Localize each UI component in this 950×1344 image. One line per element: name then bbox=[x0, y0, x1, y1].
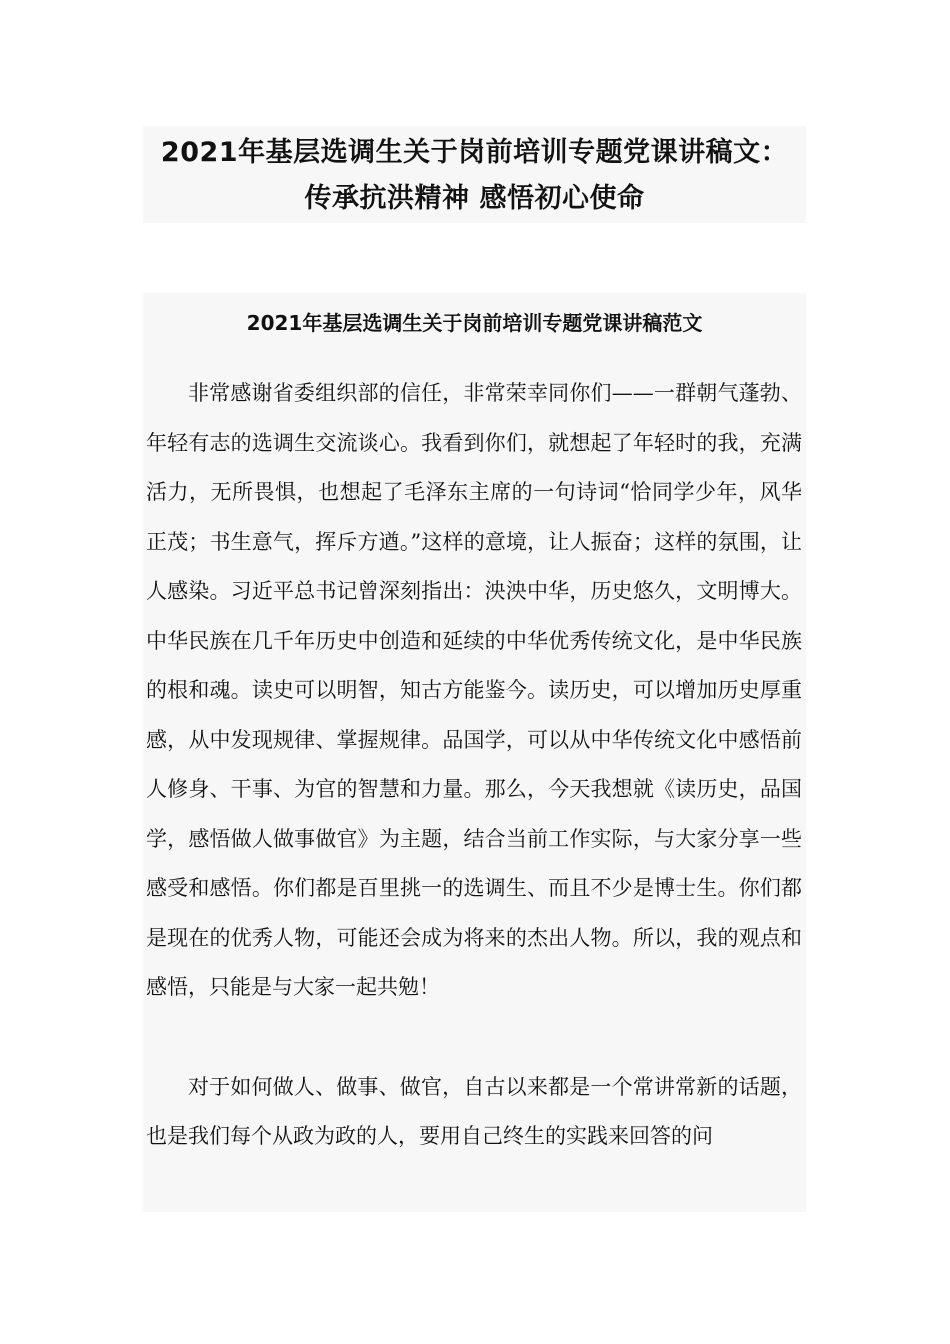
content-block bbox=[143, 293, 806, 1212]
document-title-line-1: 2021年基层选调生关于岗前培训专题党课讲稿文： bbox=[160, 137, 789, 168]
document-title-line-2: 传承抗洪精神 感悟初心使命 bbox=[304, 183, 645, 214]
paragraph-1: 非常感谢省委组织部的信任，非常荣幸同你们——一群朝气蓬勃、年轻有志的选调生交流谈心。我看到你们，就想起了年轻时的我，充满活力，无所畏惧，也想起了毛泽东主席的一句诗词“恰同学少年，风华正茂；书生意气，挥斥方遒。”这样的意境，让人振奋；这样的氛围，让人感染。习近平总书记曾深刻指出：泱泱中华，历史悠久，文明博大。中华民族在几千年历史中创造和延续的中华优秀传统文化，是中华民族的根和魂。读史可以明智，知古方能鉴今。读历史，可以增加历史厚重感，从中发现规律、掌握规律。品国学，可以从中华传统文化中感悟前人修身、干事、为官的智慧和力量。那么，今天我想就《读历史，品国学，感悟做人做事做官》为主题，结合当前工作实际，与大家分享一些感受和感悟。你们都是百里挑一的选调生、而且不少是博士生。你们都是现在的优秀人物，可能还会成为将来的杰出人物。所以，我的观点和感悟，只能是与大家一起共勉！ bbox=[146, 381, 802, 999]
body-text bbox=[143, 369, 806, 1162]
document-subtitle: 2021年基层选调生关于岗前培训专题党课讲稿范文 bbox=[246, 311, 703, 335]
paragraph-2: 对于如何做人、做事、做官，自古以来都是一个常讲常新的话题，也是我们每个从政为政的人，要用自己终生的实践来回答的问 bbox=[146, 1074, 802, 1148]
title-block bbox=[143, 126, 806, 223]
